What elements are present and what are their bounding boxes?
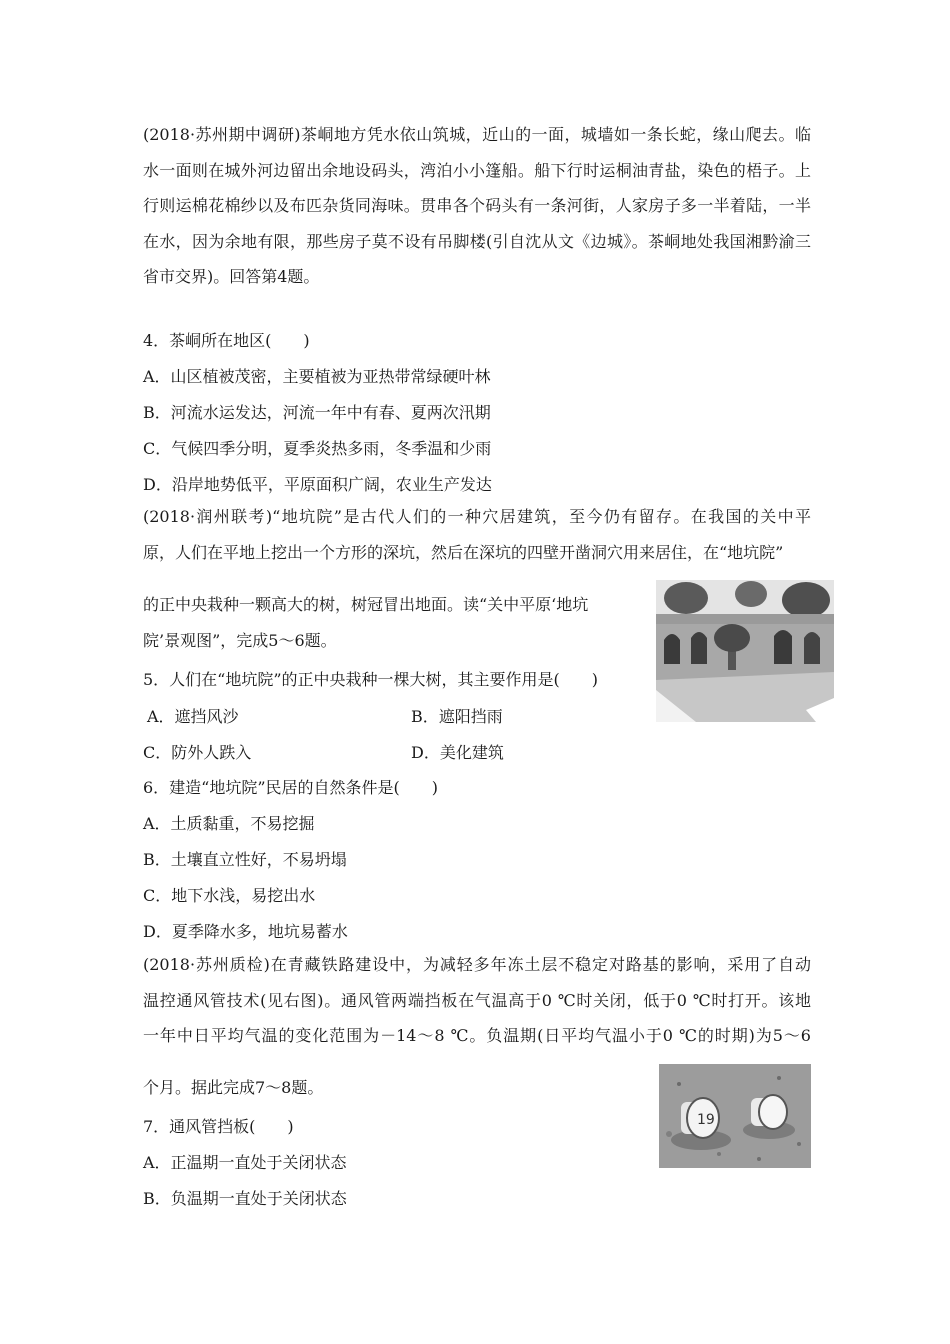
question-6-option-b: B．土壤直立性好，不易坍塌: [143, 850, 347, 869]
question-4-option-a: A．山区植被茂密，主要植被为亚热带常绿硬叶林: [143, 367, 491, 386]
passage-line: (2018·苏州期中调研)茶峒地方凭水依山筑城，近山的一面，城墙如一条长蛇，缘山爬去。临: [143, 125, 811, 144]
passage-line: 一年中日平均气温的变化范围为－14～8 ℃。负温期(日平均气温小于0 ℃的时期)为5～6: [143, 1026, 811, 1045]
question-5-stem: 5．人们在“地坑院”的正中央栽种一棵大树，其主要作用是( ): [143, 670, 599, 689]
passage-line: 温控通风管技术(见右图)。通风管两端挡板在气温高于0 ℃时关闭，低于0 ℃时打开。该地: [143, 990, 811, 1010]
ventilation-pipes-photo: [659, 1064, 811, 1168]
question-4-option-d: D．沿岸地势低平，平原面积广阔，农业生产发达: [143, 475, 492, 494]
question-6-option-c: C．地下水浅，易挖出水: [143, 886, 316, 905]
question-7-option-a: A．正温期一直处于关闭状态: [143, 1153, 347, 1172]
passage-chadong: [143, 117, 811, 295]
passage-line: 省市交界)。回答第4题。: [143, 267, 320, 286]
passage-line: 在水，因为余地有限，那些房子莫不设有吊脚楼(引自沈从文《边城》。茶峒地处我国湘黔渝三: [143, 231, 811, 251]
passage-line: (2018·润州联考)“地坑院”是古代人们的一种穴居建筑，至今仍有留存。在我国的关中平: [143, 507, 811, 526]
question-7-option-b: B．负温期一直处于关闭状态: [143, 1189, 347, 1208]
passage-dikengyuan: [143, 499, 811, 570]
question-6-option-d: D．夏季降水多，地坑易蓄水: [143, 922, 348, 941]
question-5-option-d: D．美化建筑: [411, 743, 504, 762]
question-5-option-c: C．防外人跌入: [143, 743, 252, 762]
question-6-stem: 6．建造“地坑院”民居的自然条件是( ): [143, 778, 439, 797]
question-5-option-b: B．遮阳挡雨: [411, 707, 503, 726]
passage-line: 个月。据此完成7～8题。: [143, 1078, 324, 1097]
dikengyuan-photo: [656, 580, 834, 722]
question-7-stem: 7．通风管挡板( ): [143, 1117, 294, 1136]
question-4-option-b: B．河流水运发达，河流一年中有春、夏两次汛期: [143, 403, 491, 422]
passage-line: 原，人们在平地上挖出一个方形的深坑，然后在深坑的四壁开凿洞穴用来居住，在“地坑院”: [143, 542, 784, 562]
passage-line: 的正中央栽种一颗高大的树，树冠冒出地面。读“关中平原‘地坑: [143, 595, 589, 614]
passage-qingzang-railway: [143, 947, 811, 1054]
passage-line: 行则运棉花棉纱以及布匹杂货同海味。贯串各个码头有一条河街，人家房子多一半着陆，一半: [143, 196, 811, 215]
svg-text:19: 19: [697, 1112, 715, 1128]
question-4-stem: 4．茶峒所在地区( ): [143, 331, 310, 350]
passage-line: (2018·苏州质检)在青藏铁路建设中，为减轻多年冻土层不稳定对路基的影响，采用了自动: [143, 955, 811, 974]
passage-line: 院’景观图”，完成5～6题。: [143, 631, 337, 650]
question-4-option-c: C．气候四季分明，夏季炎热多雨，冬季温和少雨: [143, 439, 492, 458]
question-6-option-a: A．土质黏重，不易挖掘: [143, 814, 315, 833]
passage-line: 水一面则在城外河边留出余地设码头，湾泊小小篷船。船下行时运桐油青盐，染色的梧子。上: [143, 160, 811, 180]
question-5-option-a: A．遮挡风沙: [147, 707, 239, 726]
